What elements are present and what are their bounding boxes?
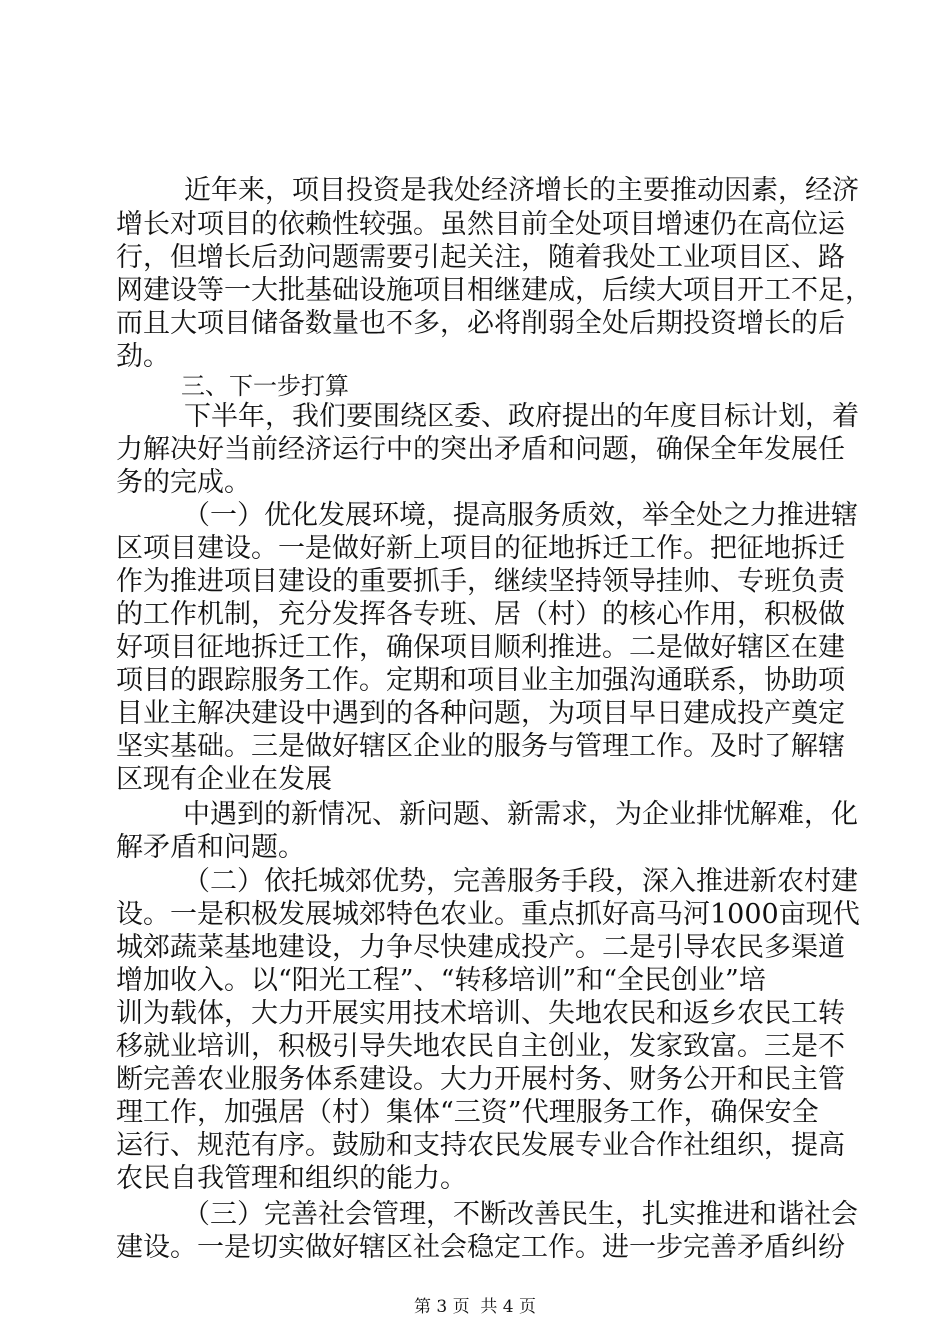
section-heading: 三、下一步打算: [181, 372, 349, 400]
text-line: 断完善农业服务体系建设。大力开展村务、财务公开和民主管: [116, 1064, 845, 1095]
text-line: 近年来，项目投资是我处经济增长的主要推动因素，经济: [184, 175, 859, 206]
text-line: 的工作机制，充分发挥各专班、居（村）的核心作用，积极做: [116, 599, 845, 630]
text-line: 作为推进项目建设的重要抓手，继续坚持领导挂帅、专班负责: [116, 566, 845, 597]
text-line: （二）依托城郊优势，完善服务手段，深入推进新农村建: [183, 866, 858, 897]
text-line: 区现有企业在发展: [116, 764, 332, 795]
text-line: 坚实基础。三是做好辖区企业的服务与管理工作。及时了解辖: [116, 731, 845, 762]
text-line: 务的完成。: [116, 467, 251, 498]
text-line: 训为载体，大力开展实用技术培训、失地农民和返乡农民工转: [116, 998, 845, 1029]
text-line: 项目的跟踪服务工作。定期和项目业主加强沟通联系，协助项: [116, 665, 845, 696]
page-number-footer: 第 3 页 共 4 页: [413, 1297, 537, 1317]
text-line: 移就业培训，积极引导失地农民自主创业，发家致富。三是不: [116, 1031, 845, 1062]
text-line: 增加收入。以“阳光工程”、“转移培训”和“全民创业”培: [116, 965, 766, 996]
text-line: 理工作，加强居（村）集体“三资”代理服务工作，确保安全: [116, 1097, 819, 1128]
text-line: 下半年，我们要围绕区委、政府提出的年度目标计划，着: [184, 401, 859, 432]
text-line: （一）优化发展环境，提高服务质效，举全处之力推进辖: [183, 500, 858, 531]
text-line: 解矛盾和问题。: [116, 832, 305, 863]
text-line: 劲。: [116, 341, 170, 372]
text-line: 好项目征地拆迁工作，确保项目顺利推进。二是做好辖区在建: [116, 632, 845, 663]
text-line: 力解决好当前经济运行中的突出矛盾和问题，确保全年发展任: [116, 434, 845, 465]
text-line: （三）完善社会管理，不断改善民生，扎实推进和谐社会: [183, 1199, 858, 1230]
text-line: 农民自我管理和组织的能力。: [116, 1163, 467, 1194]
text-line: 运行、规范有序。鼓励和支持农民发展专业合作社组织，提高: [116, 1130, 845, 1161]
text-line: 设。一是积极发展城郊特色农业。重点抓好高马河1000亩现代: [116, 899, 860, 930]
text-line: 网建设等一大批基础设施项目相继建成，后续大项目开工不足，: [116, 275, 872, 306]
text-line: 城郊蔬菜基地建设，力争尽快建成投产。二是引导农民多渠道: [116, 932, 845, 963]
text-line: 行，但增长后劲问题需要引起关注，随着我处工业项目区、路: [116, 242, 845, 273]
text-line: 区项目建设。一是做好新上项目的征地拆迁工作。把征地拆迁: [116, 533, 845, 564]
text-line: 增长对项目的依赖性较强。虽然目前全处项目增速仍在高位运: [116, 209, 845, 240]
text-line: 建设。一是切实做好辖区社会稳定工作。进一步完善矛盾纠纷: [116, 1232, 845, 1263]
text-line: 而且大项目储备数量也不多，必将削弱全处后期投资增长的后: [116, 308, 845, 339]
text-line: 中遇到的新情况、新问题、新需求，为企业排忧解难，化: [183, 799, 858, 830]
text-line: 目业主解决建设中遇到的各种问题，为项目早日建成投产奠定: [116, 698, 845, 729]
